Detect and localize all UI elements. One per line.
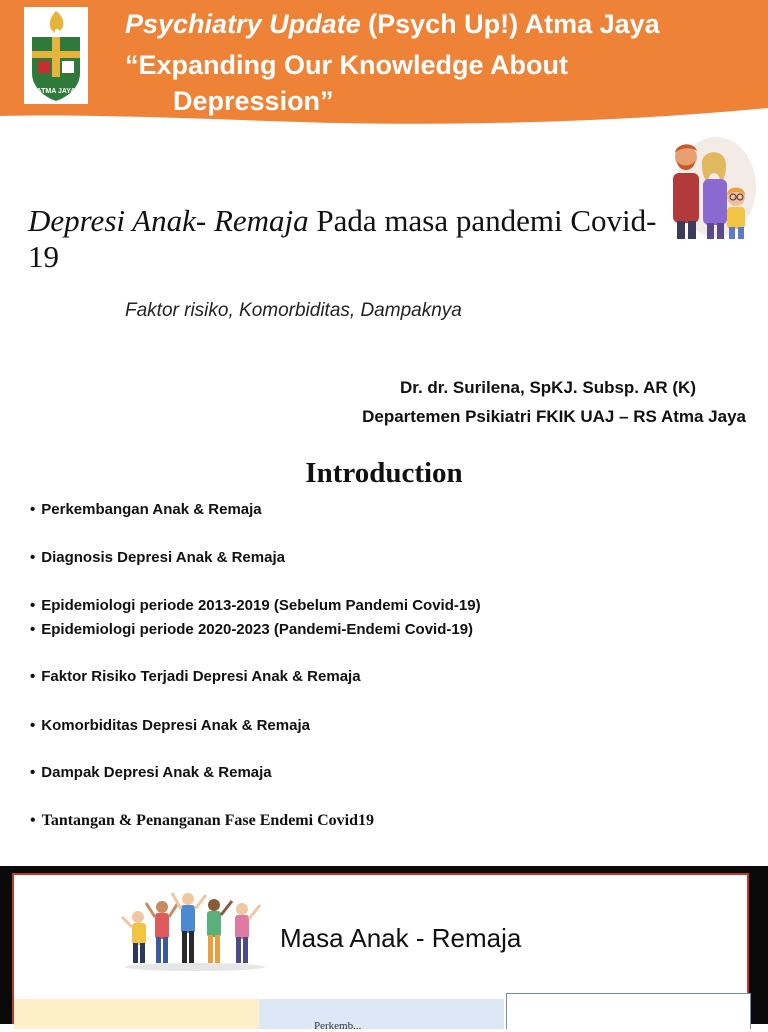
atma-jaya-logo <box>24 7 88 104</box>
title-italic: Depresi Anak- Remaja <box>28 203 309 238</box>
logo-cross-h <box>32 51 80 58</box>
bullet-item <box>30 812 374 830</box>
bullet-dot: • <box>30 621 36 638</box>
bullet-text: Tantangan & Penanganan Fase Endemi Covid19 <box>41 812 374 829</box>
bullet-item <box>30 717 310 734</box>
header-title-line-1 <box>125 9 660 40</box>
bullet-dot: • <box>30 764 36 781</box>
header-title-line-3: Depression” <box>173 86 334 116</box>
logo-red-square <box>38 61 50 73</box>
header-title-italic: Psychiatry Update <box>125 9 361 39</box>
table-cell-text: Perkemb... <box>314 1020 362 1032</box>
author-affiliation: Departemen Psikiatri FKIK UAJ – RS Atma Jaya <box>362 407 746 426</box>
bullet-dot: • <box>30 717 36 734</box>
bullet-text: Epidemiologi periode 2013-2019 (Sebelum Pandemi Covid-19) <box>41 597 481 614</box>
bullet-item <box>30 549 285 566</box>
title-rest: Pada masa pandemi Covid-19 <box>28 203 657 274</box>
bullet-text: Dampak Depresi Anak & Remaja <box>41 764 272 781</box>
header-title-line-2: “Expanding Our Knowledge About <box>125 50 568 80</box>
header-title-rest: (Psych Up!) Atma Jaya <box>360 9 660 39</box>
bullet-item <box>30 501 262 518</box>
bullet-item <box>30 764 272 781</box>
bullet-text: Epidemiologi periode 2020-2023 (Pandemi-Endemi Covid-19) <box>41 621 474 638</box>
bullet-text: Perkembangan Anak & Remaja <box>41 501 262 518</box>
logo-white-square <box>62 61 74 73</box>
logo-text: ATMA JAYA <box>36 88 76 95</box>
table-cell-white <box>506 993 751 1029</box>
presentation-subtitle: Faktor risiko, Komorbiditas, Dampaknya <box>125 300 462 321</box>
bullet-text: Faktor Risiko Terjadi Depresi Anak & Remaja <box>41 668 361 685</box>
author-name: Dr. dr. Surilena, SpKJ. Subsp. AR (K) <box>400 378 696 397</box>
presentation-title <box>28 203 668 275</box>
family-illustration <box>664 135 752 241</box>
bullet-dot: • <box>30 812 36 829</box>
bullet-item <box>30 597 481 614</box>
bullet-dot: • <box>30 668 36 685</box>
bullet-text: Komorbiditas Depresi Anak & Remaja <box>41 717 310 734</box>
bullet-item <box>30 668 361 685</box>
bullet-dot: • <box>30 597 36 614</box>
bullet-dot: • <box>30 549 36 566</box>
slide-2-title: Masa Anak - Remaja <box>280 923 522 953</box>
introduction-heading: Introduction <box>305 457 463 489</box>
table-cell-yellow <box>14 999 259 1029</box>
bullet-text: Diagnosis Depresi Anak & Remaja <box>41 549 285 566</box>
table-cell-blue <box>259 999 504 1029</box>
group-people-illustration <box>120 887 270 971</box>
slide-2 <box>12 873 749 1032</box>
bullet-dot: • <box>30 501 36 518</box>
bullet-item <box>30 621 473 638</box>
